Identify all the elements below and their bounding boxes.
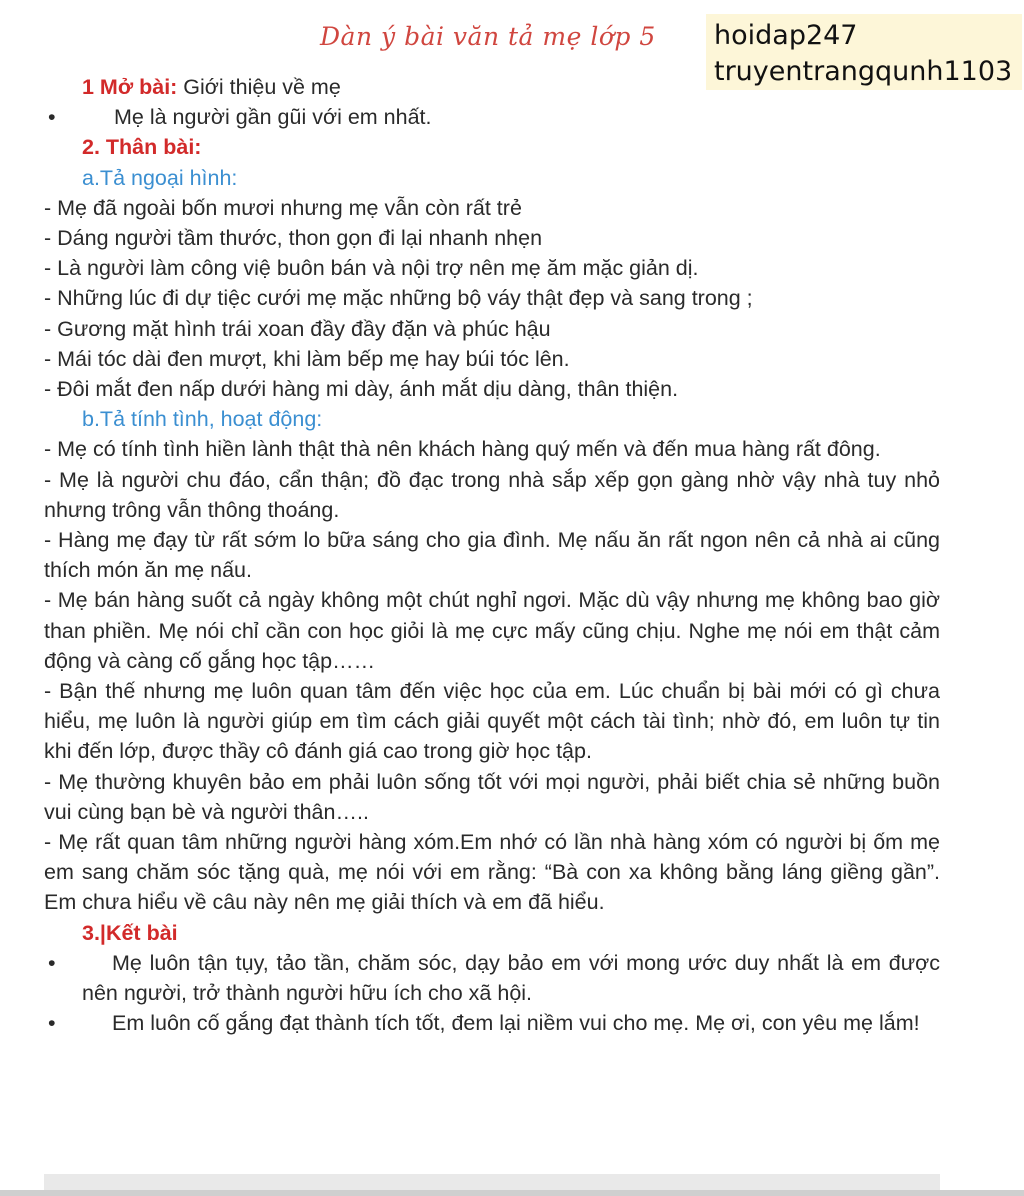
watermark-site: hoidap247 bbox=[714, 20, 858, 51]
ngoai-hinh-line: - Là người làm công việ buôn bán và nội trợ nên mẹ ăm mặc giản dị. bbox=[44, 256, 699, 281]
bullet-icon: • bbox=[48, 105, 56, 130]
mo-bai-heading-line bbox=[44, 72, 940, 102]
mo-bai-bullet-text: Mẹ là người gần gũi với em nhất. bbox=[114, 105, 432, 130]
ngoai-hinh-line: - Gương mặt hình trái xoan đầy đầy đặn và phúc hậu bbox=[44, 316, 551, 341]
tinh-tinh-paragraph: - Hàng mẹ đạy từ rất sớm lo bữa sáng cho gia đình. Mẹ nấu ăn rất ngon nên cả nhà ai cũng thích món ăn mẹ nấu. bbox=[44, 528, 940, 583]
mo-bai-heading-rest: Giới thiệu về mẹ bbox=[177, 75, 341, 99]
sub-heading-tinh-tinh: b.Tả tính tình, hoạt động: bbox=[82, 407, 323, 432]
ngoai-hinh-line: - Dáng người tầm thước, thon gọn đi lại nhanh nhẹn bbox=[44, 226, 543, 251]
ket-bai-bullet-text: Mẹ luôn tận tụy, tảo tần, chăm sóc, dạy bảo em với mong ước duy nhất là em được nên người, trở thành người hữu ích cho xã hội. bbox=[82, 950, 940, 1006]
bullet-icon: • bbox=[48, 950, 56, 975]
ket-bai-bullet-text: Em luôn cố gắng đạt thành tích tốt, đem lại niềm vui cho mẹ. Mẹ ơi, con yêu mẹ lắm! bbox=[112, 1011, 920, 1036]
tinh-tinh-paragraph: - Mẹ bán hàng suốt cả ngày không một chút nghỉ ngơi. Mặc dù vậy nhưng mẹ không bao giờ than phiền. Mẹ nói chỉ cần con học giỏi là mẹ cực mấy cũng chịu. Nghe mẹ nói em thật cảm động và càng cố gắng học tập…… bbox=[44, 588, 940, 673]
outline-content bbox=[44, 72, 940, 1039]
tinh-tinh-paragraph: - Mẹ là người chu đáo, cẩn thận; đồ đạc trong nhà sắp xếp gọn gàng nhờ vậy nhà tuy nhỏ nhưng trông vẫn thông thoáng. bbox=[44, 467, 940, 522]
tinh-tinh-paragraph: - Mẹ có tính tình hiền lành thật thà nên khách hàng quý mến và đến mua hàng rất đông. bbox=[44, 437, 881, 462]
ket-bai-heading: 3.|Kết bài bbox=[82, 920, 178, 945]
tinh-tinh-paragraph: - Mẹ thường khuyên bảo em phải luôn sống tốt với mọi người, phải biết chia sẻ những buồn vui cùng bạn bè và người thân….. bbox=[44, 769, 940, 824]
ngoai-hinh-line: - Những lúc đi dự tiệc cưới mẹ mặc những bộ váy thật đẹp và sang trong ; bbox=[44, 286, 753, 311]
mo-bai-bullet bbox=[44, 102, 940, 132]
sub-heading-ngoai-hinh: a.Tả ngoại hình: bbox=[82, 165, 238, 190]
document-title: Dàn ý bài văn tả mẹ lớp 5 bbox=[320, 22, 656, 51]
than-bai-heading: 2. Thân bài: bbox=[82, 135, 202, 160]
ket-bai-bullet bbox=[44, 948, 940, 1008]
tinh-tinh-paragraph: - Mẹ rất quan tâm những người hàng xóm.Em nhớ có lần nhà hàng xóm có người bị ốm mẹ em sang chăm sóc tặng quà, mẹ nói với em rằng: “Bà con xa không bằng láng giềng gần”. Em chưa hiểu về câu này nên mẹ giải thích và em đã hiểu. bbox=[44, 830, 940, 915]
ngoai-hinh-line: - Mẹ đã ngoài bốn mươi nhưng mẹ vẫn còn rất trẻ bbox=[44, 195, 522, 220]
bottom-edge bbox=[0, 1190, 1024, 1196]
mo-bai-heading: 1 Mở bài: bbox=[82, 75, 178, 99]
bullet-icon: • bbox=[48, 1011, 56, 1036]
ngoai-hinh-line: - Đôi mắt đen nấp dưới hàng mi dày, ánh mắt dịu dàng, thân thiện. bbox=[44, 377, 679, 402]
tinh-tinh-paragraph: - Bận thế nhưng mẹ luôn quan tâm đến việc học của em. Lúc chuẩn bị bài mới có gì chưa hiểu, mẹ luôn là người giúp em tìm cách giải quyết một cách tài tình; nhờ đó, em luôn tự tin khi đến lớp, được thầy cô đánh giá cao trong giờ học tập. bbox=[44, 679, 940, 764]
ket-bai-bullet bbox=[44, 1008, 940, 1038]
watermark-user: truyentrangqunh1103 bbox=[714, 56, 1013, 87]
ngoai-hinh-line: - Mái tóc dài đen mượt, khi làm bếp mẹ hay búi tóc lên. bbox=[44, 346, 570, 371]
